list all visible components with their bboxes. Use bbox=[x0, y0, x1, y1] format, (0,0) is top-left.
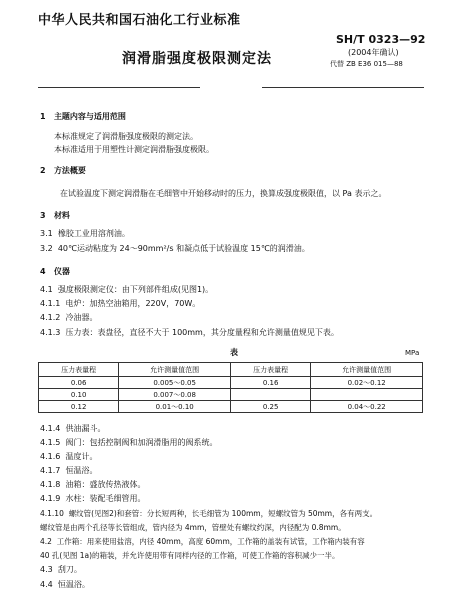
table-row bbox=[39, 389, 423, 401]
column-header: 压力表量程 bbox=[39, 363, 119, 377]
list-item: 4.1.6 温度计。 bbox=[40, 452, 98, 461]
table-header-row bbox=[39, 363, 423, 377]
table-unit: MPa bbox=[405, 349, 420, 357]
table-cell: 0.06 bbox=[39, 377, 119, 389]
table-cell: 0.005～0.05 bbox=[119, 377, 231, 389]
list-item: 4.1.9 水柱：装配毛细管用。 bbox=[40, 494, 146, 503]
section-number: 2 bbox=[40, 166, 46, 175]
section-1-heading bbox=[40, 113, 126, 121]
section-4-heading bbox=[40, 268, 70, 276]
list-item: 3.2 40℃运动粘度为 24～90mm²/s 和凝点低于试验温度 15℃的润滑油。 bbox=[40, 244, 310, 253]
column-header: 允许测量值范围 bbox=[119, 363, 231, 377]
list-item-continuation: 螺纹管是由两个孔径等长管组成，管内径为 4mm，管壁处有螺纹约深，内径配为 0.8mm。 bbox=[40, 523, 346, 532]
list-item: 4.1.4 供油漏斗。 bbox=[40, 424, 106, 433]
table-caption: 表 bbox=[230, 348, 238, 357]
list-item: 4.4 恒温浴。 bbox=[40, 580, 90, 589]
list-item: 4.1.10 螺纹管(见图2)和套管：分长短两种，长毛细管为 100mm，短螺纹管为 50mm，各有两支。 bbox=[40, 509, 378, 518]
pressure-range-table bbox=[38, 362, 423, 413]
list-item: 4.2 工作箱：用来使用盐溶，内径 40mm，高度 60mm，工作箱的盖装有试管，工作箱内装有容 bbox=[40, 537, 365, 546]
list-item: 4.1.3 压力表：表盘径，直径不大于 100mm，其分度量程和允许测量值规见下表。 bbox=[40, 328, 339, 337]
replaces-note: 代替 ZB E36 015—88 bbox=[330, 60, 403, 68]
section-number: 3 bbox=[40, 211, 46, 220]
table-cell bbox=[230, 389, 310, 401]
column-header: 允许测量值范围 bbox=[311, 363, 423, 377]
section-title: 材料 bbox=[53, 211, 70, 220]
table-row bbox=[39, 377, 423, 389]
table-row bbox=[39, 401, 423, 413]
section-number: 1 bbox=[40, 112, 46, 121]
list-item: 4.1.8 油箱：盛放传热液体。 bbox=[40, 480, 146, 489]
list-item: 4.1 强度极限测定仪：由下列部件组成(见图1)。 bbox=[40, 285, 214, 294]
standard-org-heading: 中华人民共和国石油化工行业标准 bbox=[38, 13, 241, 28]
list-item: 4.1.2 冷油器。 bbox=[40, 313, 98, 322]
confirmation-note: (2004年确认) bbox=[348, 48, 399, 57]
standard-code: SH/T 0323—92 bbox=[336, 33, 426, 46]
paragraph: 本标准适用于用塑性计测定润滑脂强度极限。 bbox=[54, 145, 214, 154]
table-cell: 0.12 bbox=[39, 401, 119, 413]
list-item: 4.1.7 恒温浴。 bbox=[40, 466, 98, 475]
section-title: 仪器 bbox=[53, 267, 70, 276]
divider-right bbox=[262, 87, 424, 88]
table-cell bbox=[311, 389, 423, 401]
paragraph: 在试验温度下测定润滑脂在毛细管中开始移动时的压力，换算成强度极限值，以 Pa 表示之。 bbox=[60, 189, 387, 198]
list-item: 3.1 橡胶工业用溶剂油。 bbox=[40, 229, 130, 238]
table-cell: 0.04～0.22 bbox=[311, 401, 423, 413]
section-title: 主题内容与适用范围 bbox=[53, 112, 126, 121]
table-cell: 0.10 bbox=[39, 389, 119, 401]
list-item: 4.3 刮刀。 bbox=[40, 565, 82, 574]
table-cell: 0.01～0.10 bbox=[119, 401, 231, 413]
list-item-continuation: 40 孔(见图 1a)的箱装，并允许使用带有同样内径的工作箱，可使工作箱的容积减少一半。 bbox=[40, 551, 340, 560]
table-cell: 0.25 bbox=[230, 401, 310, 413]
table-cell: 0.02～0.12 bbox=[311, 377, 423, 389]
column-header: 压力表量程 bbox=[230, 363, 310, 377]
paragraph: 本标准规定了润滑脂强度极限的测定法。 bbox=[54, 132, 198, 141]
document-title: 润滑脂强度极限测定法 bbox=[122, 51, 272, 67]
divider-left bbox=[38, 87, 200, 88]
table-cell: 0.007～0.08 bbox=[119, 389, 231, 401]
table-cell: 0.16 bbox=[230, 377, 310, 389]
section-2-heading bbox=[40, 167, 86, 175]
section-3-heading bbox=[40, 212, 70, 220]
section-title: 方法概要 bbox=[53, 166, 86, 175]
list-item: 4.1.1 电炉：加热空油箱用，220V，70W。 bbox=[40, 299, 201, 308]
list-item: 4.1.5 阀门：包括控制阀和加润滑脂用的阀系统。 bbox=[40, 438, 218, 447]
section-number: 4 bbox=[40, 267, 46, 276]
